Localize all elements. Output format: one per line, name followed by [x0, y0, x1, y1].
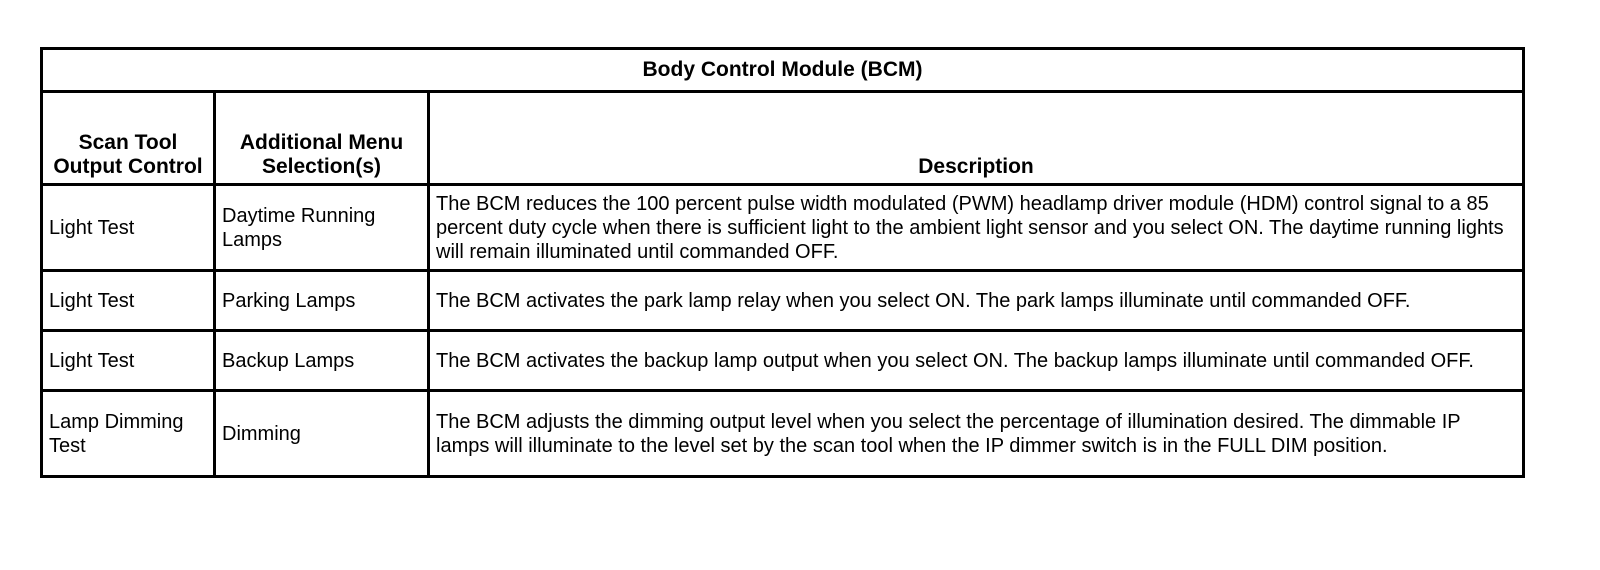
menu-selection-cell: Daytime Running Lamps	[215, 185, 429, 271]
output-control-cell: Lamp Dimming Test	[42, 391, 215, 477]
table-header-row	[42, 92, 1524, 185]
table-row	[42, 271, 1524, 331]
output-control-cell: Light Test	[42, 185, 215, 271]
table-row	[42, 391, 1524, 477]
menu-selection-cell: Backup Lamps	[215, 331, 429, 391]
table-row	[42, 185, 1524, 271]
header-output-control: Scan Tool Output Control	[42, 92, 215, 185]
description-cell: The BCM adjusts the dimming output level when you select the percentage of illumination desired. The dimmable IP lamps will illuminate to the level set by the scan tool when the IP dimmer switch is in the FULL DIM position.	[429, 391, 1524, 477]
output-control-cell: Light Test	[42, 331, 215, 391]
description-cell: The BCM activates the backup lamp output when you select ON. The backup lamps illuminate until commanded OFF.	[429, 331, 1524, 391]
menu-selection-cell: Dimming	[215, 391, 429, 477]
description-cell: The BCM reduces the 100 percent pulse width modulated (PWM) headlamp driver module (HDM) control signal to a 85 percent duty cycle when there is sufficient light to the ambient light sensor and you select ON. The daytime running lights will remain illuminated until commanded OFF.	[429, 185, 1524, 271]
table-title-row	[42, 49, 1524, 92]
table-row	[42, 331, 1524, 391]
menu-selection-cell: Parking Lamps	[215, 271, 429, 331]
table-title: Body Control Module (BCM)	[42, 49, 1524, 92]
bcm-output-control-table	[40, 47, 1525, 478]
header-menu-selection: Additional Menu Selection(s)	[215, 92, 429, 185]
header-description: Description	[429, 92, 1524, 185]
output-control-cell: Light Test	[42, 271, 215, 331]
description-cell: The BCM activates the park lamp relay when you select ON. The park lamps illuminate until commanded OFF.	[429, 271, 1524, 331]
